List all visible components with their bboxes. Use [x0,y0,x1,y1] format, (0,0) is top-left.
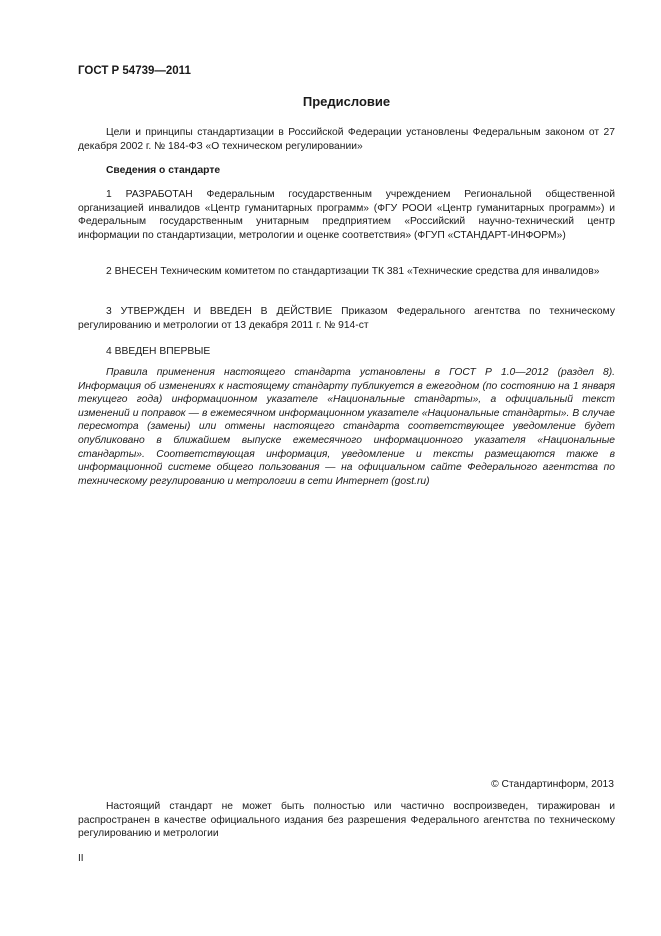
item-2-paragraph: 2 ВНЕСЕН Техническим комитетом по стандартизации ТК 381 «Технические средства для инвалидов» [106,266,600,277]
page-title: Предисловие [302,94,391,109]
notice-paragraph: Правила применения настоящего стандарта установлены в ГОСТ Р 1.0—2012 (раздел 8). Информация об изменениях к настоящему стандарту публикуется в ежегодном (по состоянию на 1 января текущего года) информационном указателе «Национальные стандарты», а официальный текст изменений и поправок — в ежемесячном информационном указателе «Национальные стандарты». В случае пересмотра (замены) или отмены настоящего стандарта соответствующее уведомление будет опубликовано в ближайшем выпуске ежемесячного информационного указателя «Национальные стандарты». Соответствующая информация, уведомление и тексты размещаются также в информационной системе общего пользования — на официальном сайте Федерального агентства по техническому регулированию и метрологии в сети Интернет (gost.ru) [78,367,615,487]
item-1-paragraph: 1 РАЗРАБОТАН Федеральным государственным учреждением Региональной общественной организацией инвалидов «Центр гуманитарных программ» (ФГУ РООИ «Центр гуманитарных программ») и Федеральным государственным унитарным предприятием «Российский научно-технический центр информации по стандартизации, метрологии и оценке соответствия» (ФГУП «СТАНДАРТ-ИНФОРМ») [78,189,615,241]
intro-paragraph: Цели и принципы стандартизации в Российской Федерации установлены Федеральным законом от 27 декабря 2002 г. № 184-ФЗ «О техническом регулировании» [78,127,615,152]
copyright-line: © Стандартинформ, 2013 [491,779,614,790]
footer-notice-paragraph: Настоящий стандарт не может быть полностью или частично воспроизведен, тиражирован и распространен в качестве официального издания без разрешения Федерального агентства по техническому регулированию и метрологии [78,801,615,840]
document-code: ГОСТ Р 54739—2011 [78,65,191,77]
item-3-paragraph: 3 УТВЕРЖДЕН И ВВЕДЕН В ДЕЙСТВИЕ Приказом Федерального агентства по техническому регулированию и метрологии от 13 декабря 2011 г. № 914-ст [78,306,615,331]
page-number: II [78,853,84,864]
section-subheading: Сведения о стандарте [106,165,221,176]
item-4-paragraph: 4 ВВЕДЕН ВПЕРВЫЕ [106,346,211,357]
